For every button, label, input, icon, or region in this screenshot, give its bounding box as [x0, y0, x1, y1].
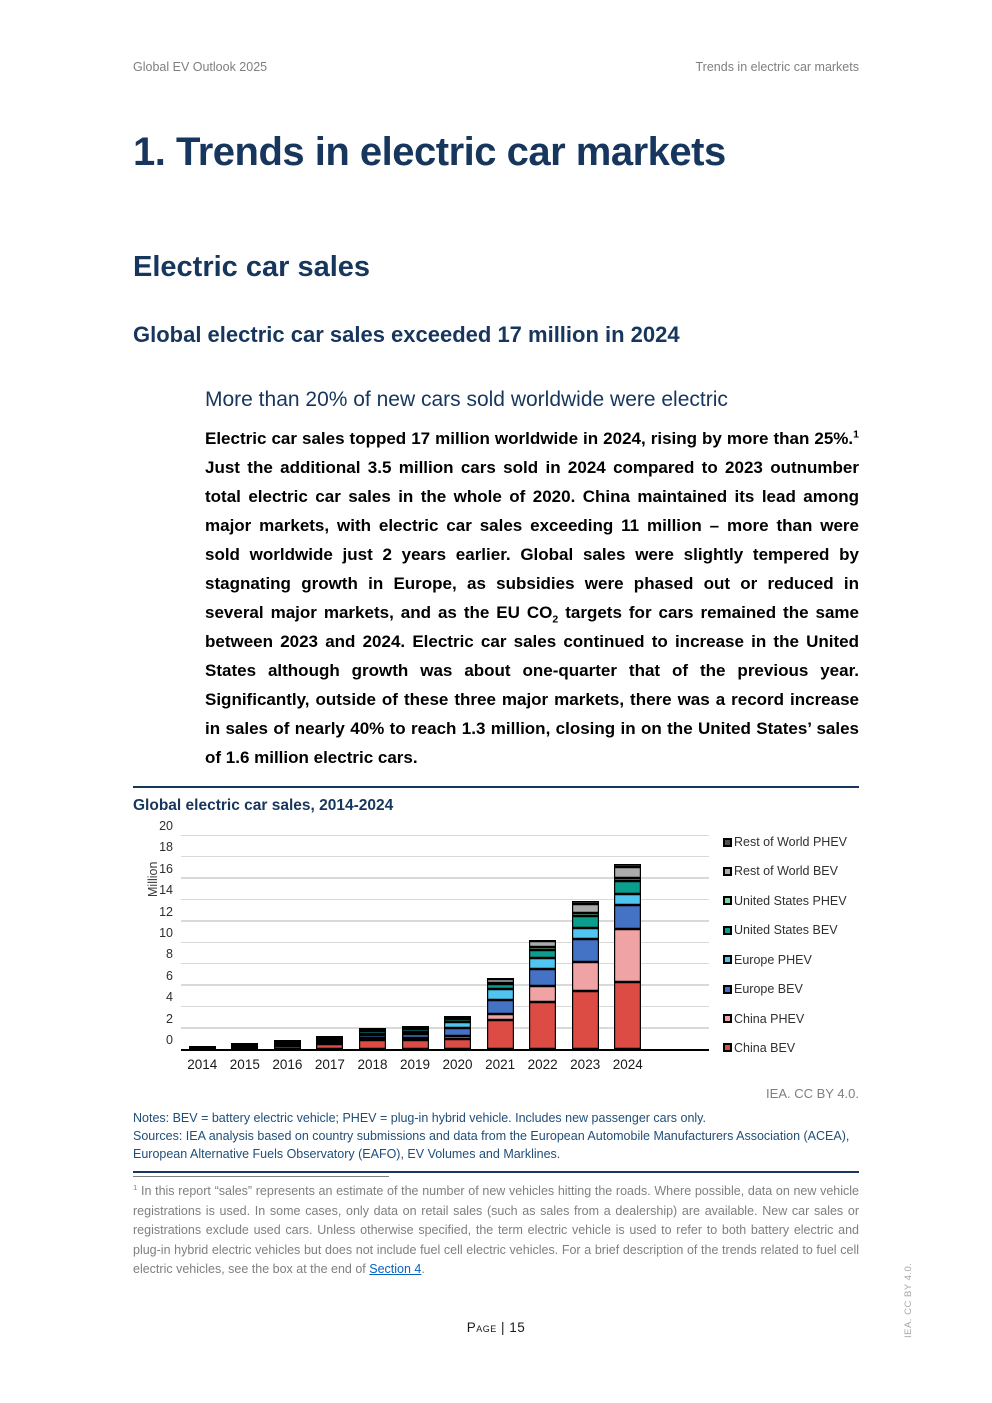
x-tick-label: 2019 [399, 1057, 431, 1072]
x-tick-label: 2016 [272, 1057, 303, 1072]
bar-segment [487, 1020, 514, 1049]
legend-item [723, 894, 857, 908]
chapter-title: 1. Trends in electric car markets [133, 130, 726, 174]
section-bottom-rule [133, 1171, 859, 1173]
chart-sources: Sources: IEA analysis based on country submissions and data from the European Automobile Manufacturers Association (ACEA), European Alternative Fuels Observatory (EAFO), EV Volumes and Marklines. [133, 1129, 850, 1161]
section-4-link[interactable]: Section 4 [369, 1262, 422, 1276]
gridline [181, 835, 709, 837]
y-tick-label: 20 [159, 819, 173, 833]
y-axis-label-column [133, 825, 160, 1072]
footnote-block [133, 1176, 859, 1280]
chart-plot-column [181, 825, 709, 1072]
bar-segment [444, 1039, 471, 1049]
legend-label: Europe BEV [734, 982, 803, 997]
y-tick-label: 12 [159, 904, 173, 919]
section-heading: Electric car sales [133, 251, 371, 283]
bar-slot [224, 837, 267, 1049]
stacked-bar-2019 [402, 1026, 429, 1049]
stacked-bar-2021 [487, 978, 514, 1049]
chart-top-rule [133, 786, 859, 788]
legend-swatch-icon [723, 838, 732, 847]
legend-swatch-icon [723, 1014, 732, 1023]
legend-swatch-icon [723, 955, 732, 964]
bar-slot [479, 837, 522, 1049]
bar-slot [394, 837, 437, 1049]
chart-title: Global electric car sales, 2014-2024 [133, 797, 394, 814]
legend-label: Europe PHEV [734, 952, 812, 967]
y-tick-label: 18 [159, 840, 173, 855]
legend-label: United States BEV [734, 923, 838, 938]
bar-segment [572, 991, 599, 1049]
bar-segment [614, 894, 641, 904]
y-tick-label: 8 [166, 947, 173, 962]
superscript: 1 [853, 428, 859, 441]
bar-segment [529, 958, 556, 969]
y-tick-label: 4 [166, 990, 173, 1005]
bar-segment [487, 989, 514, 1000]
body-paragraph: Electric car sales topped 17 million worldwide in 2024, rising by more than 25%.$^1$ Just the additional 3.5 million cars sold in 2024 compared to 2023 outnumber total electric car sales in the whole of 2020. China maintained its lead among major markets, with electric car sales exceeding 11 million – more than were sold worldwide just 2 years earlier. Global sales were slightly tempered by stagnating growth in Europe, as subsidies were phased out or reduced in several major markets, and as the EU $CO_2$ targets for cars remained the same between 2023 and 2024. Electric car sales continued to increase in the United States although growth was about one-quarter that of the previous year. Significantly, outside of these three major markets, there was a record increase in sales of nearly 40% to reach 1.3 million, closing in on the United States’ sales of 1.6 million electric cars. [205, 428, 859, 767]
chart-legend [709, 835, 857, 1055]
chart-notes-block [133, 1109, 859, 1163]
legend-swatch-icon [723, 896, 732, 905]
x-tick-label: 2014 [187, 1057, 218, 1072]
bar-segment [529, 950, 556, 959]
legend-item [723, 864, 857, 878]
bar-segment [572, 916, 599, 928]
y-tick-label: 16 [159, 861, 173, 876]
bar-segment [614, 929, 641, 981]
legend-item [723, 982, 857, 996]
header-left: Global EV Outlook 2025 [133, 60, 268, 74]
chart-y-ticks [151, 819, 181, 1051]
stacked-bar-2017 [316, 1036, 343, 1049]
chart-credit: IEA. CC BY 4.0. [766, 1086, 859, 1101]
x-tick-label: 2022 [527, 1057, 558, 1072]
legend-swatch-icon [723, 985, 732, 994]
chart-figure [133, 819, 859, 1072]
x-tick-label: 2020 [442, 1057, 473, 1072]
legend-item [723, 923, 857, 937]
legend-label: China PHEV [734, 1011, 805, 1026]
bar-segment [274, 1046, 301, 1049]
y-tick-label: 14 [159, 883, 173, 898]
page-number: Page | 15 [466, 1320, 526, 1335]
bar-segment [529, 986, 556, 1002]
bar-segment [572, 939, 599, 963]
bar-segment [572, 928, 599, 939]
bar-slot [181, 837, 224, 1049]
x-tick-label: 2023 [570, 1057, 601, 1072]
bar-slot [266, 837, 309, 1049]
bar-segment [402, 1040, 429, 1049]
footnote-separator [133, 1176, 389, 1177]
legend-item [723, 953, 857, 967]
legend-label: Rest of World BEV [734, 864, 838, 879]
lead-sentence: More than 20% of new cars sold worldwide were electric [205, 388, 728, 411]
stacked-bar-2023 [572, 901, 599, 1049]
x-tick-label: 2017 [314, 1057, 345, 1072]
chart-bars [181, 837, 649, 1049]
header-right: Trends in electric car markets [695, 60, 859, 74]
bar-segment [444, 1028, 471, 1036]
bar-slot [606, 837, 649, 1049]
stacked-bar-2022 [529, 940, 556, 1049]
stacked-bar-2018 [359, 1028, 386, 1049]
footnote-text: $^1$ In this report “sales” represents an estimate of the number of new vehicles hitting the roads. Where possible, data on new vehicle registrations is used. In some cases, only data on retail sales (such as sales from a dealership) are available. New car sales or registrations exclude used cars. Unless otherwise specified, the term electric vehicle is used to refer to both battery electric and plug-in hybrid electric vehicles but does not include fuel cell electric vehicles. For a brief description of the trends related to fuel cell electric vehicles, see the box at the end of Section 4. [133, 1182, 859, 1276]
stacked-bar-2014 [189, 1046, 216, 1049]
bar-segment [572, 962, 599, 991]
legend-label: United States PHEV [734, 893, 847, 908]
x-tick-label: 2024 [612, 1057, 643, 1072]
bar-segment [572, 904, 599, 914]
subscript: 2 [552, 613, 559, 626]
chart-plot [181, 837, 709, 1051]
running-header [133, 0, 859, 74]
bar-slot [436, 837, 479, 1049]
bar-segment [359, 1040, 386, 1049]
bar-segment [614, 982, 641, 1049]
bar-slot [309, 837, 352, 1049]
subsection-heading: Global electric car sales exceeded 17 million in 2024 [133, 322, 680, 347]
side-credit-vertical: IEA. CC BY 4.0. [903, 1262, 914, 1338]
bar-segment [614, 905, 641, 930]
x-tick-label: 2015 [229, 1057, 260, 1072]
y-tick-label: 10 [159, 926, 173, 940]
bar-slot [521, 837, 564, 1049]
bar-segment [529, 969, 556, 986]
legend-swatch-icon [723, 1043, 732, 1052]
legend-swatch-icon [723, 867, 732, 876]
bar-segment [529, 1002, 556, 1049]
legend-item [723, 1012, 857, 1026]
bar-segment [487, 1000, 514, 1014]
chart-notes: Notes: BEV = battery electric vehicle; PHEV = plug-in hybrid vehicle. Includes new passenger cars only. [133, 1111, 706, 1125]
legend-item [723, 1041, 857, 1055]
bar-segment [189, 1048, 216, 1049]
legend-label: Rest of World PHEV [734, 835, 848, 849]
legend-label: China BEV [734, 1040, 796, 1055]
legend-swatch-icon [723, 926, 732, 935]
bar-segment [614, 881, 641, 894]
y-axis-label: Million [146, 861, 160, 897]
bar-slot [564, 837, 607, 1049]
bar-segment [231, 1047, 258, 1049]
stacked-bar-2016 [274, 1040, 301, 1049]
x-tick-label: 2018 [357, 1057, 388, 1072]
x-tick-label: 2021 [485, 1057, 516, 1072]
y-tick-label: 2 [166, 1011, 173, 1026]
y-tick-label: 0 [166, 1033, 173, 1047]
bar-segment [316, 1044, 343, 1049]
bar-segment [614, 867, 641, 878]
y-tick-label: 6 [166, 968, 173, 983]
bar-slot [351, 837, 394, 1049]
stacked-bar-2015 [231, 1043, 258, 1049]
legend-item [723, 835, 857, 849]
superscript: 1 [133, 1182, 138, 1192]
stacked-bar-2020 [444, 1016, 471, 1049]
stacked-bar-2024 [614, 864, 641, 1049]
chart-x-labels [181, 1057, 709, 1072]
